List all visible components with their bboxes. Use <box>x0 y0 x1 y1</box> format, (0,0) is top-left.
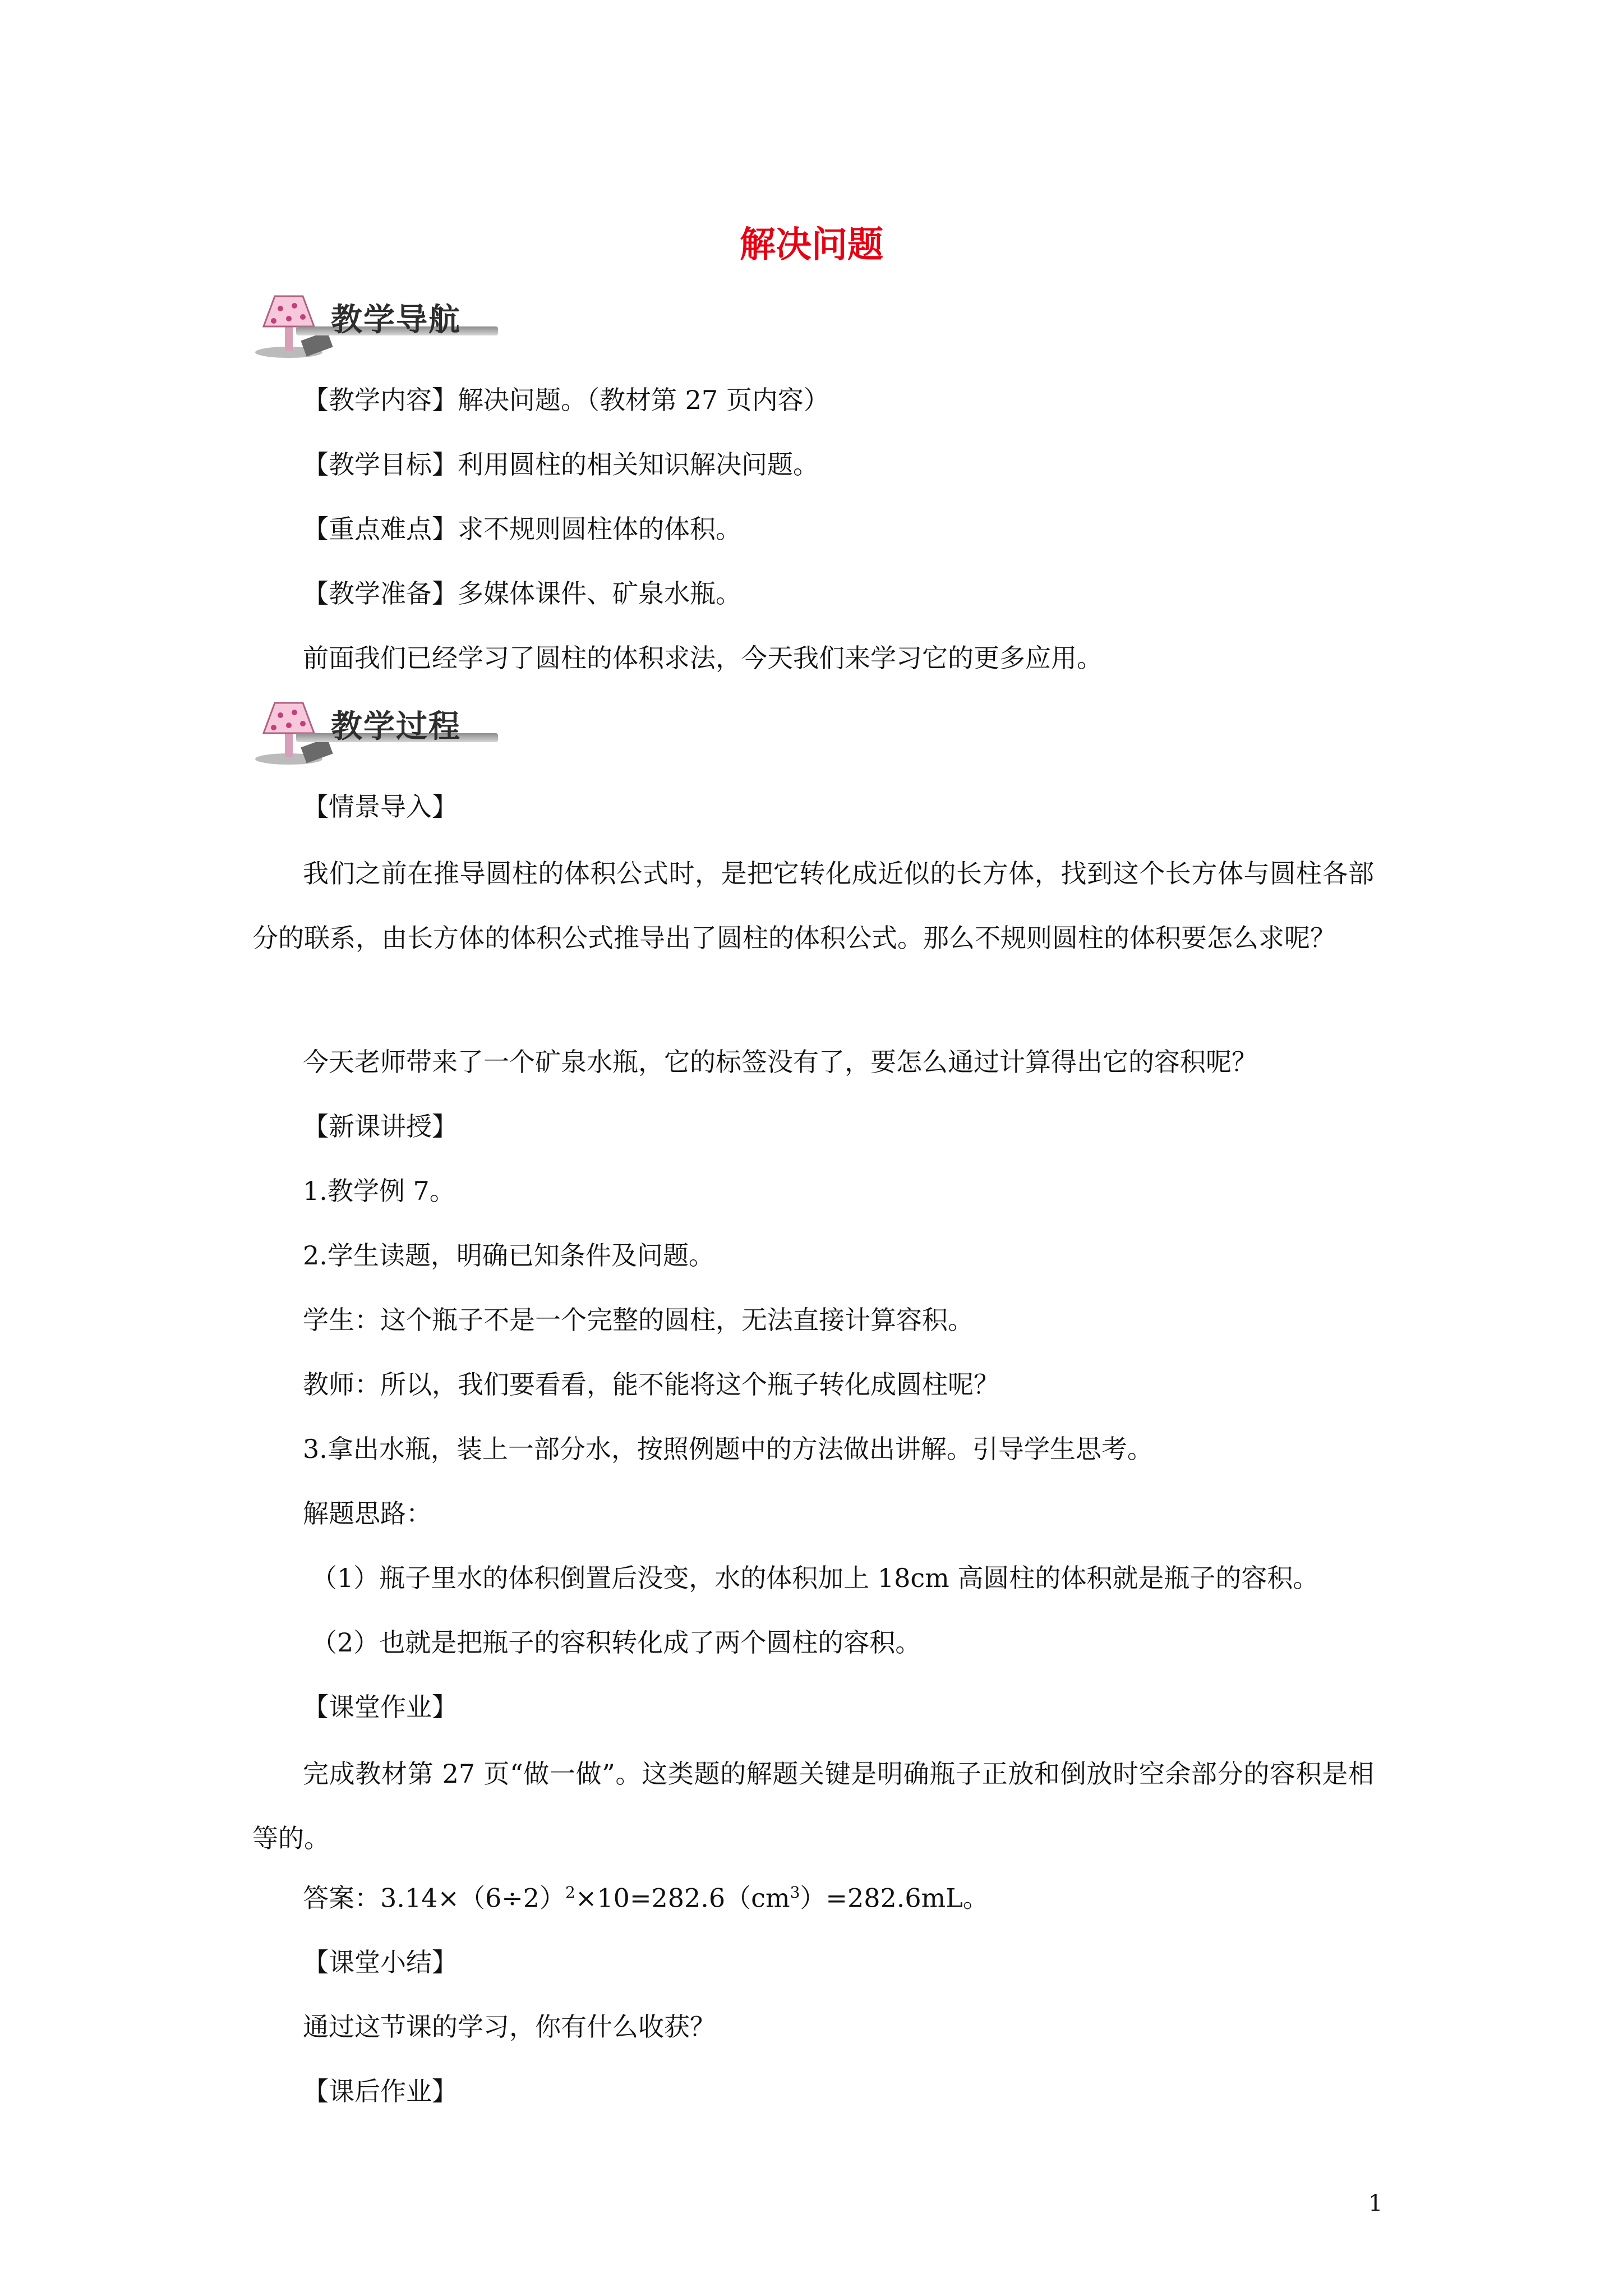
page-title: 解决问题 <box>740 224 883 266</box>
paragraph-intro-2: 今天老师带来了一个矿泉水瓶，它的标签没有了，要怎么通过计算得出它的容积呢？ <box>303 1047 1257 1077</box>
list-item: 1.教学例 7。 <box>303 1176 455 1206</box>
paragraph-homework: 完成教材第 27 页“做一做”。这类题的解题关键是明确瓶子正放和倒放时空余部分的容积是相等的。 <box>252 1759 1374 1853</box>
answer-middle: ×10=282.6（cm <box>575 1883 790 1913</box>
lamp-icon <box>241 698 336 766</box>
list-item: 教师：所以，我们要看看，能不能将这个瓶子转化成圆柱呢？ <box>303 1369 999 1400</box>
answer-unit-exponent: 3 <box>790 1883 800 1902</box>
answer-line <box>303 1885 989 1911</box>
list-item: 解题思路： <box>303 1498 432 1529</box>
nav-item-focus: 【重点难点】求不规则圆柱体的体积。 <box>303 514 741 544</box>
list-item: 3.拿出水瓶，装上一部分水，按照例题中的方法做出讲解。引导学生思考。 <box>303 1434 1153 1464</box>
answer-prefix: 答案：3.14×（6÷2） <box>303 1883 566 1913</box>
heading-after-class: 【课后作业】 <box>303 2076 458 2106</box>
heading-summary: 【课堂小结】 <box>303 1947 458 1977</box>
nav-item-goal: 【教学目标】利用圆柱的相关知识解决问题。 <box>303 449 819 480</box>
heading-intro: 【情景导入】 <box>303 792 458 822</box>
list-item: （1）瓶子里水的体积倒置后没变，水的体积加上 18cm 高圆柱的体积就是瓶子的容积。 <box>311 1563 1319 1593</box>
heading-new-lesson: 【新课讲授】 <box>303 1111 458 1142</box>
lamp-icon <box>241 292 336 359</box>
heading-homework: 【课堂作业】 <box>303 1692 458 1722</box>
section-banner-nav <box>241 292 499 359</box>
list-item: （2）也就是把瓶子的容积转化成了两个圆柱的容积。 <box>311 1627 921 1658</box>
list-item: 2.学生读题，明确已知条件及问题。 <box>303 1240 714 1271</box>
answer-exponent: 2 <box>565 1883 575 1902</box>
list-item: 学生：这个瓶子不是一个完整的圆柱，无法直接计算容积。 <box>303 1305 974 1335</box>
paragraph-intro-1: 我们之前在推导圆柱的体积公式时，是把它转化成近似的长方体，找到这个长方体与圆柱各部分的联系，由长方体的体积公式推导出了圆柱的体积公式。那么不规则圆柱的体积要怎么求呢？ <box>252 858 1374 953</box>
nav-item-content: 【教学内容】解决问题。（教材第 27 页内容） <box>303 385 829 415</box>
banner-label: 教学过程 <box>331 708 461 745</box>
intro-sentence: 前面我们已经学习了圆柱的体积求法，今天我们来学习它的更多应用。 <box>303 643 1103 673</box>
nav-item-prep: 【教学准备】多媒体课件、矿泉水瓶。 <box>303 578 741 609</box>
page-number: 1 <box>1368 2191 1383 2216</box>
summary-text: 通过这节课的学习，你有什么收获？ <box>303 2012 716 2042</box>
section-banner-process <box>241 698 499 766</box>
banner-label: 教学导航 <box>331 302 461 338</box>
answer-suffix: ）=282.6mL。 <box>800 1883 989 1913</box>
